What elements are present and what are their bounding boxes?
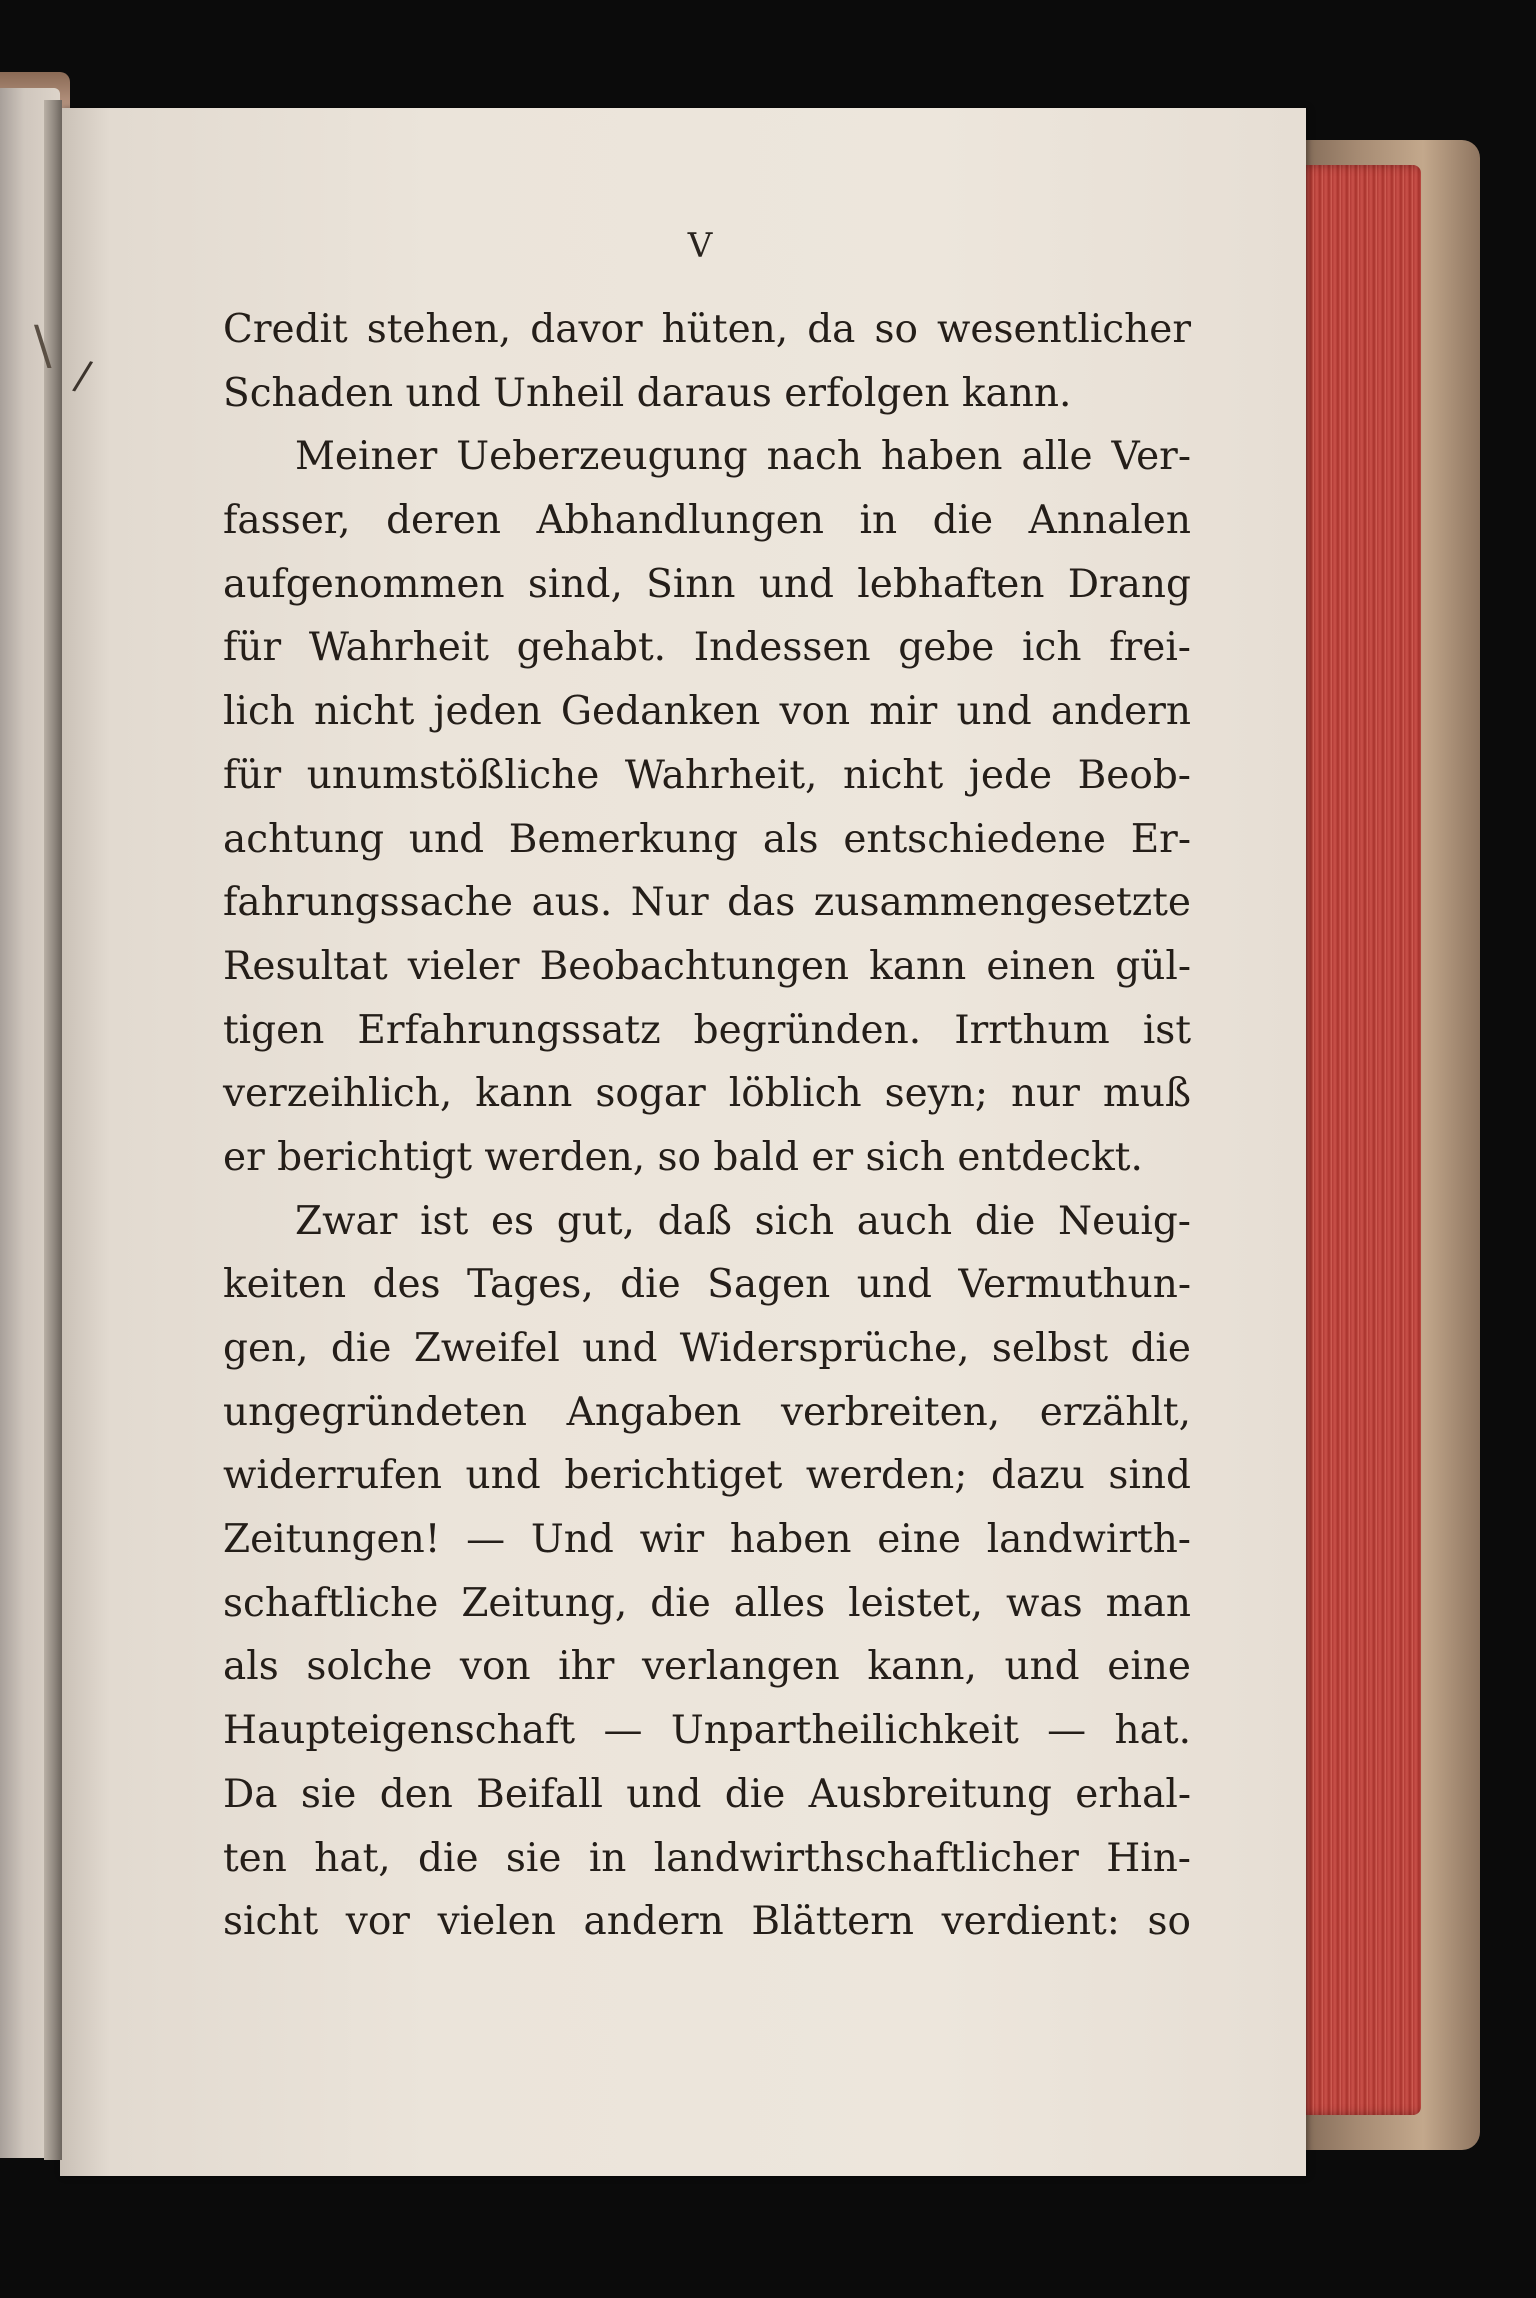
- text-line: er berichtigt werden, so bald er sich entdeckt.: [223, 1134, 1143, 1180]
- text-line: Zwar ist es gut, daß sich auch die Neuig-: [295, 1198, 1191, 1244]
- text-line: fahrungssache aus. Nur das zusammengesetzte: [223, 880, 1191, 926]
- book-page: [60, 108, 1306, 2176]
- margin-pencil-mark: \: [34, 316, 52, 376]
- text-line: sicht vor vielen andern Blättern verdient: so: [223, 1899, 1191, 1945]
- text-line: tigen Erfahrungssatz begründen. Irrthum ist: [223, 1007, 1191, 1053]
- text-line: Meiner Ueberzeugung nach haben alle Ver-: [295, 434, 1191, 480]
- text-line: verzeihlich, kann sogar löblich seyn; nur muß: [223, 1071, 1191, 1117]
- red-page-edges: [1296, 165, 1421, 2115]
- text-line: schaftliche Zeitung, die alles leistet, was man: [223, 1580, 1191, 1626]
- text-line: keiten des Tages, die Sagen und Vermuthun-: [223, 1262, 1191, 1308]
- page-text: [223, 298, 1191, 1954]
- text-line: lich nicht jeden Gedanken von mir und andern: [223, 689, 1191, 735]
- text-line: als solche von ihr verlangen kann, und eine: [223, 1644, 1191, 1690]
- text-line: ungegründeten Angaben verbreiten, erzählt,: [223, 1389, 1191, 1435]
- text-line: fasser, deren Abhandlungen in die Annalen: [223, 498, 1191, 544]
- text-line: gen, die Zweifel und Widersprüche, selbst die: [223, 1326, 1191, 1371]
- text-line: für Wahrheit gehabt. Indessen gebe ich frei-: [223, 625, 1191, 671]
- text-line: Schaden und Unheil daraus erfolgen kann.: [223, 370, 1072, 416]
- text-line: ten hat, die sie in landwirthschaftlicher Hin-: [223, 1835, 1191, 1881]
- page-gutter-shadow: [44, 100, 62, 2160]
- text-line: für unumstößliche Wahrheit, nicht jede Beob-: [223, 752, 1191, 798]
- text-line: Resultat vieler Beobachtungen kann einen gül-: [223, 943, 1191, 989]
- text-line: widerrufen und berichtiget werden; dazu sind: [223, 1453, 1191, 1499]
- page-number: V: [687, 226, 713, 266]
- text-line: Credit stehen, davor hüten, da so wesentlicher: [223, 307, 1191, 352]
- text-line: achtung und Bemerkung als entschiedene Er-: [223, 816, 1191, 862]
- text-line: Zeitungen! — Und wir haben eine landwirth-: [223, 1517, 1191, 1563]
- margin-pencil-mark: /: [70, 352, 95, 400]
- text-line: Haupteigenschaft — Unpartheilichkeit — hat.: [223, 1708, 1191, 1754]
- text-line: aufgenommen sind, Sinn und lebhaften Drang: [223, 561, 1191, 607]
- text-line: Da sie den Beifall und die Ausbreitung erhal-: [223, 1771, 1191, 1817]
